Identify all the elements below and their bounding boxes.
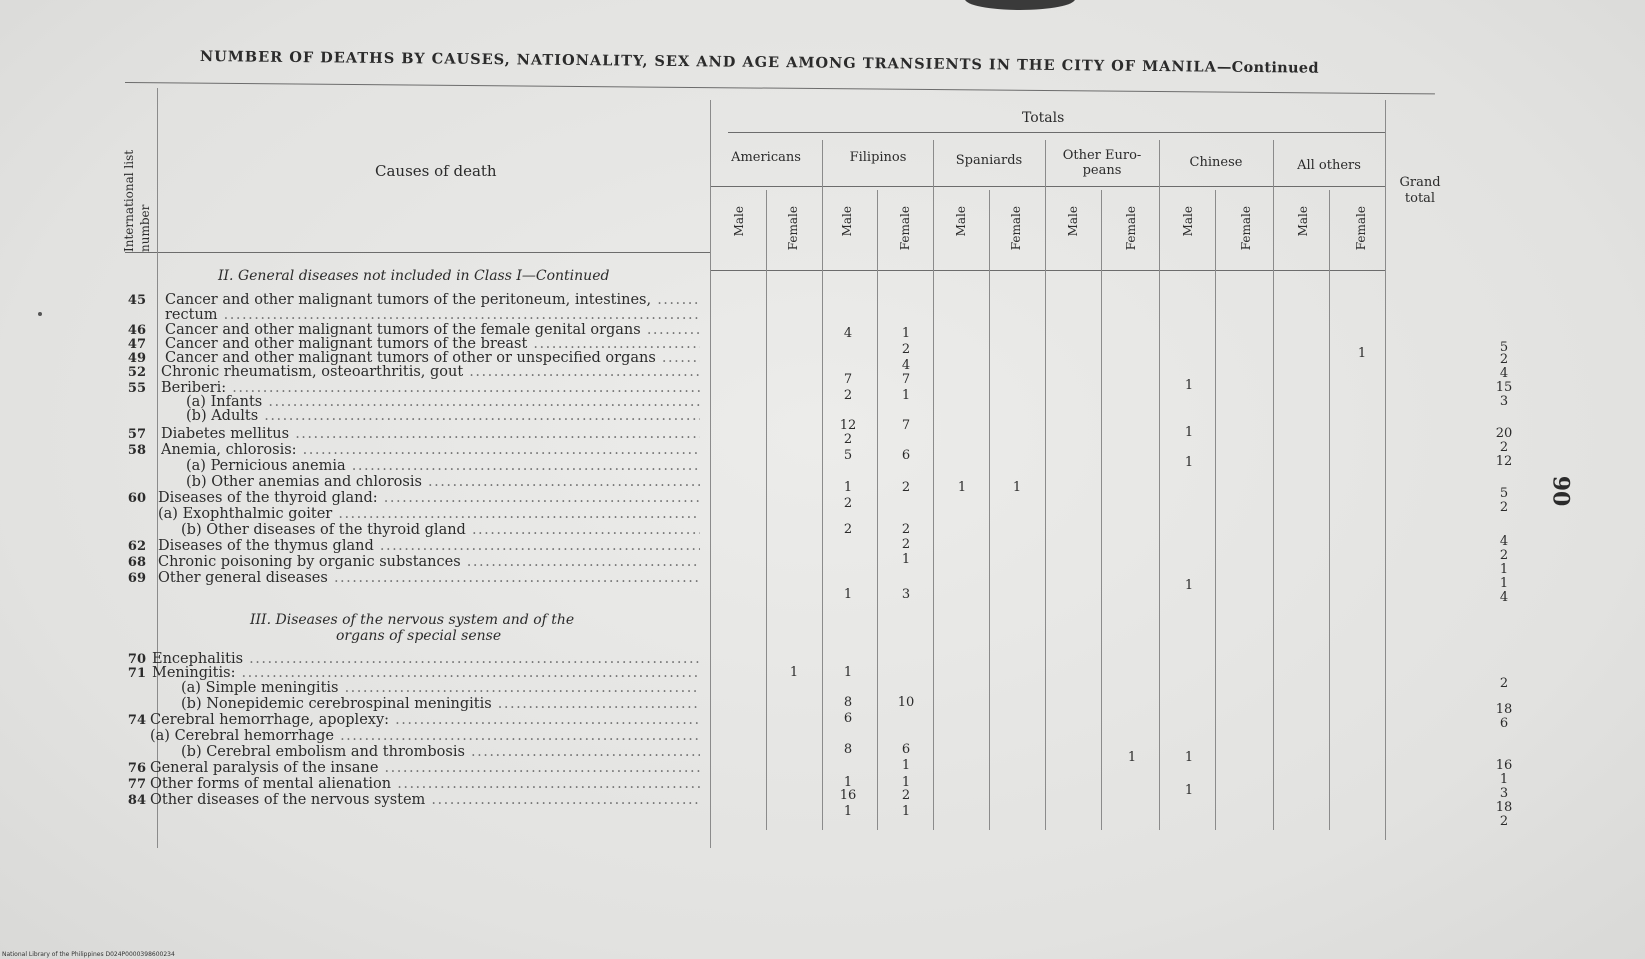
cause-label: Cerebral hemorrhage, apoplexy: ..... [150, 712, 700, 728]
grand-total-header [1390, 175, 1450, 207]
col-divider [1329, 190, 1330, 830]
grand-total-cell: 4 [1499, 534, 1509, 549]
table-cell: 1 [843, 587, 853, 602]
table-cell: 1 [1184, 425, 1194, 440]
cause-label: Cancer and other malignant tumors of the female genital organs ..... [165, 322, 700, 338]
intl-list-number: 68 [127, 555, 146, 570]
grand-total-cell: 18 [1495, 800, 1513, 815]
sex-rule [710, 270, 1385, 271]
intl-list-number: 69 [127, 571, 146, 586]
col-divider [989, 190, 990, 830]
cause-label: (a) Simple meningitis ..... [181, 680, 700, 696]
intl-list-number: 74 [127, 713, 146, 728]
cause-label: Chronic poisoning by organic substances ..... [158, 554, 700, 570]
intl-list-number: 52 [127, 365, 146, 380]
table-cell: 1 [843, 775, 853, 790]
section-heading-3: III. Diseases of the nervous system and of the [250, 612, 575, 628]
grand-total-cell: 4 [1499, 590, 1509, 605]
grand-total-cell: 3 [1499, 786, 1509, 801]
table-cell: 1 [901, 775, 911, 790]
table-cell: 10 [897, 695, 915, 710]
col-divider [1215, 190, 1216, 830]
cause-label: rectum ..... [165, 307, 700, 323]
intl-list-number: 76 [127, 761, 146, 776]
table-cell: 2 [901, 537, 911, 552]
title-continued: —Continued [1216, 58, 1319, 77]
cause-label: Chronic rheumatism, osteoarthritis, gout ..... [161, 364, 700, 380]
table-cell: 2 [843, 432, 853, 447]
grand-total-cell: 16 [1495, 758, 1513, 773]
intl-number-label: number [138, 204, 152, 252]
col-divider [766, 190, 767, 830]
table-cell: 4 [901, 358, 911, 373]
cause-label: (a) Infants ..... [186, 394, 700, 410]
male-header: Male [1296, 206, 1310, 237]
cause-label: Anemia, chlorosis: ..... [161, 442, 700, 458]
cause-label: Cancer and other malignant tumors of the breast ..... [165, 336, 700, 352]
male-header: Male [732, 206, 746, 237]
page-number: 90 [1547, 475, 1574, 507]
group-other-euro-line1: Other Euro- [1062, 148, 1142, 163]
table-cell: 8 [843, 742, 853, 757]
cause-label: Encephalitis ..... [152, 651, 700, 667]
grand-total-cell: 15 [1495, 380, 1513, 395]
totals-header: Totals [1022, 110, 1065, 126]
intl-list-number: 58 [127, 443, 146, 458]
table-cell: 2 [843, 496, 853, 511]
cause-label: (a) Exophthalmic goiter ..... [158, 506, 700, 522]
table-cell: 12 [839, 418, 857, 433]
table-cell: 16 [839, 788, 857, 803]
cause-label: (b) Adults ..... [186, 408, 700, 424]
title-text: NUMBER OF DEATHS BY CAUSES, NATIONALITY, SEX AND AGE AMONG TRANSIENTS IN THE CITY OF MANILA [199, 48, 1218, 76]
male-header: Male [1181, 206, 1195, 237]
grand-total-cell: 1 [1499, 562, 1509, 577]
intl-list-number: 77 [127, 777, 146, 792]
female-header: Female [786, 206, 800, 251]
groups-rule [710, 186, 1385, 187]
cause-label: (a) Cerebral hemorrhage ..... [150, 728, 700, 744]
col-divider [1159, 140, 1160, 830]
page-title [200, 48, 1440, 78]
grand-total-cell: 6 [1499, 716, 1509, 731]
female-header: Female [1124, 206, 1138, 251]
col-divider [822, 140, 823, 830]
intl-list-number: 84 [127, 793, 146, 808]
cause-label: (b) Other anemias and chlorosis ..... [186, 474, 700, 490]
footer-credit: National Library of the Philippines D024P0000398600234 [2, 951, 175, 958]
cause-label: Beriberi: ..... [161, 380, 700, 396]
margin-speck [38, 312, 42, 316]
male-header: Male [840, 206, 854, 237]
section-heading-3b: organs of special sense [336, 628, 502, 644]
col-divider [877, 190, 878, 830]
grand-total-cell: 2 [1499, 500, 1509, 515]
table-cell: 1 [901, 388, 911, 403]
table-cell: 2 [901, 342, 911, 357]
table-cell: 2 [901, 788, 911, 803]
table-cell: 2 [843, 522, 853, 537]
intl-list-number: 60 [127, 491, 146, 506]
intl-list-number: 70 [127, 652, 146, 667]
grand-total-cell: 4 [1499, 366, 1509, 381]
causes-header: Causes of death [375, 162, 497, 180]
table-cell: 6 [901, 448, 911, 463]
group-chinese: Chinese [1189, 155, 1243, 170]
table-cell: 1 [1357, 346, 1367, 361]
table-cell: 1 [843, 665, 853, 680]
group-other-europeans [1047, 148, 1157, 178]
table-cell: 2 [901, 480, 911, 495]
cause-label: (b) Nonepidemic cerebrospinal meningitis ..... [181, 696, 700, 712]
grand-total-cell: 2 [1499, 440, 1509, 455]
female-header: Female [898, 206, 912, 251]
grand-total-label-2: total [1404, 191, 1436, 206]
table-cell: 2 [901, 522, 911, 537]
col-divider [1385, 100, 1386, 840]
table-cell: 2 [843, 388, 853, 403]
intl-list-number: 46 [127, 323, 146, 338]
grand-total-cell: 20 [1495, 426, 1513, 441]
cause-label: Other forms of mental alienation ..... [150, 776, 700, 792]
male-header: Male [1066, 206, 1080, 237]
header-top-rule [125, 82, 1435, 94]
table-cell: 7 [901, 418, 911, 433]
grand-total-label: Grand [1399, 175, 1441, 190]
col-divider [933, 140, 934, 830]
table-cell: 1 [843, 480, 853, 495]
table-cell: 1 [901, 552, 911, 567]
male-header: Male [954, 206, 968, 237]
ink-blot [965, 0, 1075, 10]
grand-total-cell: 18 [1495, 702, 1513, 717]
section-heading-2: II. General diseases not included in Class I—Continued [218, 268, 610, 284]
group-filipinos: Filipinos [849, 150, 907, 165]
table-cell: 1 [1184, 455, 1194, 470]
group-all-others: All others [1297, 158, 1361, 173]
table-cell: 1 [901, 758, 911, 773]
table-cell: 1 [1012, 480, 1022, 495]
intl-list-number: 57 [127, 427, 146, 442]
grand-total-cell: 2 [1499, 548, 1509, 563]
table-cell: 5 [843, 448, 853, 463]
cause-label: Diseases of the thymus gland ..... [158, 538, 700, 554]
table-cell: 8 [843, 695, 853, 710]
female-header: Female [1009, 206, 1023, 251]
intl-list-number: 55 [127, 381, 146, 396]
female-header: Female [1354, 206, 1368, 251]
grand-total-cell: 2 [1499, 814, 1509, 829]
table-cell: 1 [1184, 783, 1194, 798]
grand-total-cell: 2 [1499, 676, 1509, 691]
grand-total-cell: 2 [1499, 352, 1509, 367]
cause-label: (b) Cerebral embolism and thrombosis ..... [181, 744, 700, 760]
group-americans: Americans [731, 150, 801, 165]
cause-label: Diseases of the thyroid gland: ..... [158, 490, 700, 506]
cause-label: (a) Pernicious anemia ..... [186, 458, 700, 474]
cause-label: Diabetes mellitus ..... [161, 426, 700, 442]
table-cell: 4 [843, 326, 853, 341]
table-cell: 1 [1184, 578, 1194, 593]
col-divider [1101, 190, 1102, 830]
intl-list-number: 71 [127, 666, 146, 681]
intl-list-header [122, 92, 162, 252]
table-cell: 6 [843, 711, 853, 726]
table-cell: 1 [1184, 378, 1194, 393]
intl-list-label: International list [122, 149, 136, 252]
grand-total-cell: 1 [1499, 576, 1509, 591]
female-header: Female [1239, 206, 1253, 251]
grand-total-cell: 12 [1495, 454, 1513, 469]
col-divider [1045, 140, 1046, 830]
cause-label: (b) Other diseases of the thyroid gland ..... [181, 522, 700, 538]
table-cell: 6 [901, 742, 911, 757]
table-cell: 1 [1127, 750, 1137, 765]
table-cell: 3 [901, 587, 911, 602]
intl-list-number: 45 [127, 293, 146, 308]
cause-label: Cancer and other malignant tumors of other or unspecified organs ..... [165, 350, 700, 366]
header-bottom-rule [125, 252, 710, 253]
table-cell: 1 [1184, 750, 1194, 765]
grand-total-cell: 5 [1499, 486, 1509, 501]
table-cell: 1 [901, 326, 911, 341]
table-cell: 7 [843, 372, 853, 387]
group-spaniards: Spaniards [955, 153, 1023, 168]
cause-label: Cancer and other malignant tumors of the peritoneum, intestines, ..... [165, 292, 700, 308]
grand-total-cell: 5 [1499, 340, 1509, 355]
intl-list-number: 62 [127, 539, 146, 554]
table-cell: 7 [901, 372, 911, 387]
col-divider [710, 100, 711, 848]
col-divider [1273, 140, 1274, 830]
table-cell: 1 [957, 480, 967, 495]
cause-label: Meningitis: ..... [152, 665, 700, 681]
table-cell: 1 [901, 804, 911, 819]
grand-total-cell: 1 [1499, 772, 1509, 787]
table-cell: 1 [843, 804, 853, 819]
intl-list-number: 47 [127, 337, 146, 352]
grand-total-cell: 3 [1499, 394, 1509, 409]
cause-label: General paralysis of the insane ..... [150, 760, 700, 776]
totals-rule [728, 132, 1385, 133]
cause-label: Other general diseases ..... [158, 570, 700, 586]
cause-label: Other diseases of the nervous system ..... [150, 792, 700, 808]
table-cell: 1 [789, 665, 799, 680]
intl-list-number: 49 [127, 351, 146, 366]
group-other-euro-line2: peans [1082, 163, 1122, 178]
